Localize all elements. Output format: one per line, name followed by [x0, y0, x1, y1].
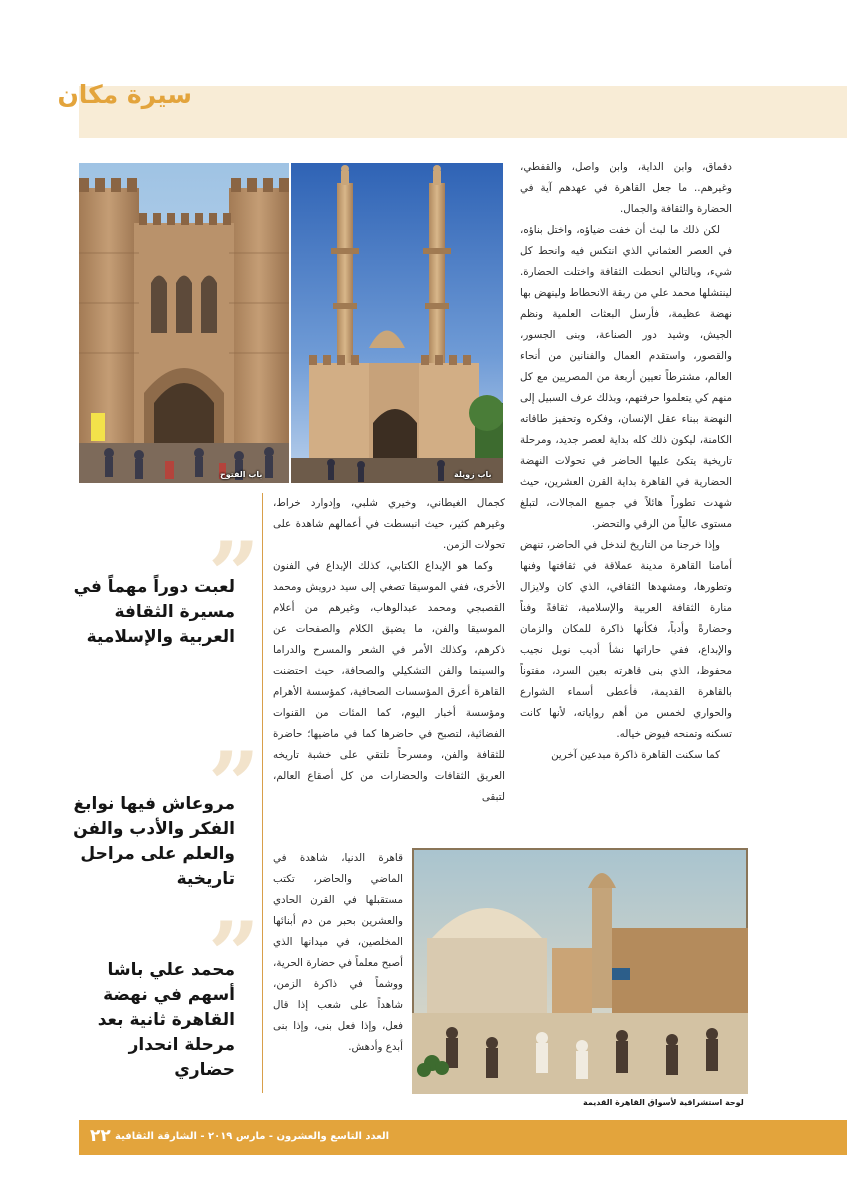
- quote-mark-icon: ”: [208, 732, 260, 838]
- bab-zuwayla-photo: [291, 163, 503, 483]
- article-paragraph: قاهرة الدنيا، شاهدة في الماضي والحاضر، تكتب مستقبلها في القرن الحادي والعشرين بحبر من دم أبنائها المخلصين، في ميدانها الذي أصبح معلماً في حضارة الحرية، ووشماً في ذاكرة الزمن، شاهداً على شعب إذا قال فعل، وإذا فعل بنى، وإذا بنى أبدع وأدهش.: [273, 852, 403, 1053]
- pullquote-1: لعبت دوراً مهماً في مسيرة الثقافة العربية والإسلامية: [73, 577, 235, 647]
- pullquote-3: محمد علي باشا أسهم في نهضة القاهرة ثانية بعد مرحلة انحدار حضاري: [97, 960, 235, 1080]
- bab-al-futuh-caption: باب الفتوح: [220, 470, 263, 479]
- article-column-bottom: [273, 848, 403, 1098]
- article-column-middle: [273, 493, 505, 850]
- quote-mark-icon: ”: [208, 522, 260, 628]
- page-number: ٢٢: [90, 1126, 111, 1146]
- article-paragraph: دقماق، وابن الداية، وابن واصل، والقفطي، وغيرهم.. ما جعل القاهرة في عهدهم آية في الحضارة والثقافة والجمال.: [520, 161, 732, 215]
- header-band: [79, 86, 847, 138]
- painting-caption: لوحة استشراقية لأسواق القاهرة القديمة: [583, 1098, 744, 1107]
- article-paragraph: كما سكنت القاهرة ذاكرة مبدعين آخرين: [551, 749, 720, 761]
- article-paragraph: كجمال الغيطاني، وخيري شلبي، وإدوارد خراط، وغيرهم كثير، حيث انبسطت في أعمالهم شاهدة على تحولات الزمن.: [273, 497, 505, 551]
- pullquote-2: مروعاش فيها نوابغ الفكر والأدب والفن والعلم على مراحل تاريخية: [73, 794, 235, 889]
- orientalist-painting: [412, 848, 748, 1094]
- article-column-right: [520, 157, 732, 850]
- magazine-name: الشارقة الثقافية: [115, 1131, 197, 1142]
- article-paragraph: وإذا خرجنا من التاريخ لندخل في الحاضر، تنهض أمامنا القاهرة مدينة عملاقة في ثقافتها وفنها وتطورها، ومشهدها الثقافي، الذي كان ولايزال منارة الثقافة العربية والإسلامية، ثقافةً وفناً وحضارةً وأدباً، فكأنها ذاكرة للمكان والزمان والإبداع، ففي حاراتها نشأ أديب نوبل نجيب محفوظ، الذي بنى قاهرته بعين السرد، مفتوناً بالقاهرة القديمة، فأعطى أسماء الشوارع والحواري لخمس من أهم رواياته، لأنها كانت تسكنه وتمنحه فيوض خياله.: [520, 539, 732, 740]
- footer-issue-text: [115, 1131, 389, 1142]
- quote-mark-icon: ”: [208, 902, 260, 1008]
- section-title: سيرة مكان: [57, 80, 192, 109]
- article-paragraph: وكما هو الإبداع الكتابي، كذلك الإبداع في الفنون الأخرى، ففي الموسيقا تصغي إلى سيد درويش ومحمد القصبجي ومحمد عبدالوهاب، وغيرهم من أعلام الموسيقا والفن، ما يضيق الكلام والصفحات عن ذكرهم، وكذلك الأمر في الشعر والمسرح والدراما والسينما والفن التشكيلي والصحافة، حيث احتضنت القاهرة أعرق المؤسسات الصحافية، كمؤسسة الأهرام ومؤسسة أخبار اليوم، كما المئات من القنوات الفضائية، لتصبح في حاضرها كما في ماضيها؛ حاضرة للثقافة والفن، ومسرحاً تلتقي على خشبة تاريخه العريق الثقافات والحضارات من كل أصقاع العالم، لتبقى: [273, 560, 505, 803]
- column-divider: [262, 493, 263, 1093]
- bab-zuwayla-caption: باب زويلة: [454, 470, 492, 479]
- article-paragraph: لكن ذلك ما لبث أن خفت ضياؤه، واختل بناؤه، في العصر العثماني الذي انتكس فيه وانحط كل شيء، وبالتالي انحطت الثقافة واختلت الحضارة. لينتشلها محمد علي من ربقة الانحطاط ولينهض بها نهضة عظيمة، فأرسل البعثات العلمية ونظم الجيش، وشيد دور الصناعة، وبنى الجسور، والقصور، واستقدم العمال والفنانين من أنحاء العالم، مشترطاً تعيين أربعة من المصريين مع كل منهم كي يتعلموا حرفتهم، وبذلك عرف السبيل إلى النهضة ببناء عقل الإنسان، وفكره وتحفيز طاقاته الكامنة، ليكون ذلك كله بداية لعصر جديد، ومرحلة تاريخية يتكئ عليها الحاضر في تحولات النهضة الحضارية في القاهرة بداية القرن العشرين، حيث شهدت تطوراً هائلاً في جميع المجالات، لتبلغ مستوى عالياً من الرقي والتحضر.: [520, 224, 732, 530]
- issue-text: العدد التاسع والعشرون - مارس ٢٠١٩ -: [200, 1131, 390, 1142]
- bab-al-futuh-photo: [79, 163, 289, 483]
